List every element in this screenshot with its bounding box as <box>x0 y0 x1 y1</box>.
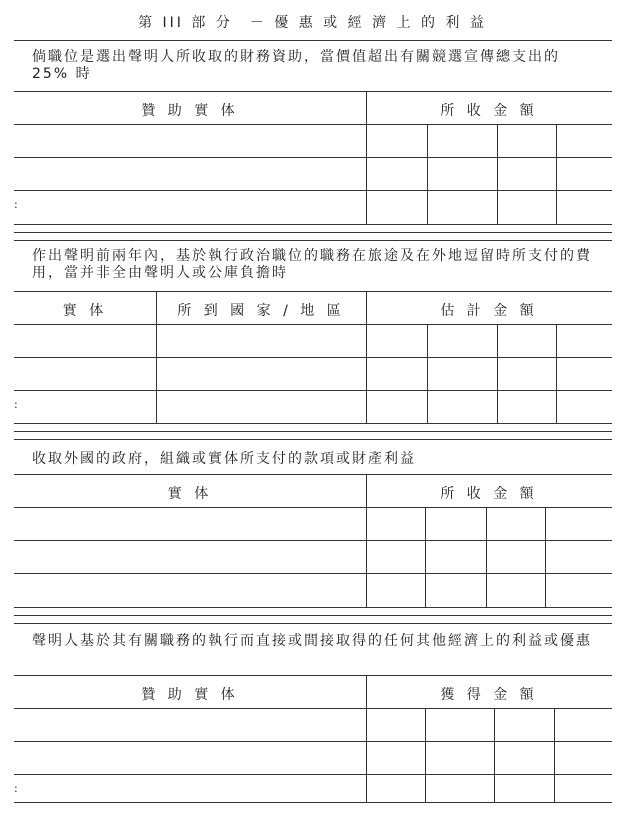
column-divider <box>156 291 157 423</box>
section-heading: 聲明人基於其有關職務的執行而直接或間接取得的任何其他經濟上的利益或優惠 <box>32 633 592 649</box>
column-header-amount: 所 收 金 額 <box>440 103 538 119</box>
header-rule <box>14 675 612 676</box>
amount-cell-divider <box>556 124 557 224</box>
column-header-entity: 實 体 <box>167 486 213 502</box>
row-rule <box>14 190 612 191</box>
header-rule <box>14 91 612 92</box>
row-rule <box>14 124 612 125</box>
row-rule <box>14 390 612 391</box>
amount-cell-divider <box>545 507 546 607</box>
row-marker: : <box>14 398 18 411</box>
column-divider <box>366 91 367 224</box>
row-rule <box>14 324 612 325</box>
row-rule <box>14 708 612 709</box>
section-separator <box>14 232 612 233</box>
row-rule <box>14 357 612 358</box>
row-rule <box>14 157 612 158</box>
row-rule <box>14 423 612 424</box>
column-divider <box>366 474 367 607</box>
row-marker: : <box>14 782 18 795</box>
column-divider <box>366 291 367 423</box>
amount-cell-divider <box>425 507 426 607</box>
row-rule <box>14 540 612 541</box>
column-header-amount: 所 收 金 額 <box>440 486 538 502</box>
page-title: 第 III 部 分 － 優 惠 或 經 濟 上 的 利 益 <box>138 15 487 31</box>
header-rule <box>14 291 612 292</box>
amount-cell-divider <box>486 507 487 607</box>
amount-cell-divider <box>497 324 498 423</box>
amount-cell-divider <box>494 708 495 802</box>
column-header-estimated-amount: 估 計 金 額 <box>440 303 538 319</box>
title-underline <box>14 40 612 41</box>
column-divider <box>366 675 367 802</box>
section-separator <box>14 431 612 432</box>
section-separator <box>14 439 612 440</box>
column-header-sponsor: 贊 助 實 体 <box>141 687 239 703</box>
row-marker: : <box>14 198 18 211</box>
section-heading: 倘職位是選出聲明人所收取的財務資助，當價值超出有關競選宣傳總支出的25% 時 <box>32 49 560 82</box>
amount-cell-divider <box>425 708 426 802</box>
section-heading: 收取外國的政府，組織或實体所支付的款項或財產利益 <box>32 451 416 467</box>
row-rule <box>14 507 612 508</box>
amount-cell-divider <box>554 708 555 802</box>
section-separator <box>14 615 612 616</box>
column-header-amount-obtained: 獲 得 金 額 <box>440 687 538 703</box>
row-rule <box>14 774 612 775</box>
row-rule <box>14 741 612 742</box>
section-heading: 作出聲明前兩年內，基於執行政治職位的職務在旅途及在外地逗留時所支付的費用，當并非全由聲明人或公庫負擔時 <box>32 248 592 281</box>
amount-cell-divider <box>427 124 428 224</box>
row-rule <box>14 573 612 574</box>
column-header-entity: 實 体 <box>62 303 108 319</box>
row-rule <box>14 224 612 225</box>
amount-cell-divider <box>556 324 557 423</box>
amount-cell-divider <box>497 124 498 224</box>
row-rule <box>14 607 612 608</box>
column-header-sponsor: 贊 助 實 体 <box>141 103 239 119</box>
column-header-destination: 所 到 國 家 / 地 區 <box>177 303 345 319</box>
section-separator <box>14 623 612 624</box>
amount-cell-divider <box>427 324 428 423</box>
header-rule <box>14 474 612 475</box>
row-rule <box>14 802 612 803</box>
section-separator <box>14 240 612 241</box>
